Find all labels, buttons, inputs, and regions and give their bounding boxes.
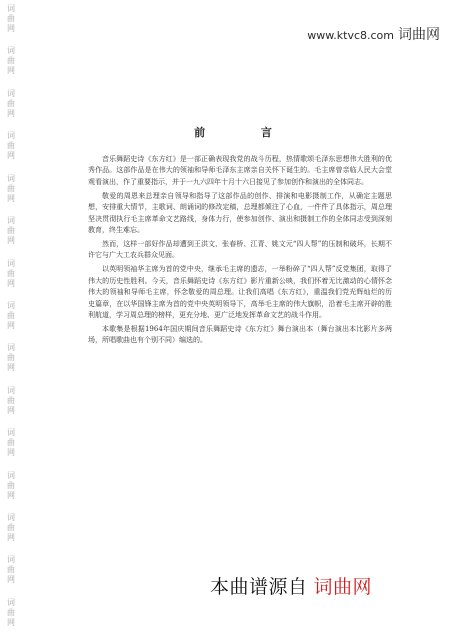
- margin-watermark: 词 曲 网: [7, 385, 15, 415]
- site-url: www.ktvc8.com: [307, 29, 394, 42]
- margin-watermark: 词 曲 网: [7, 300, 15, 330]
- left-margin-watermarks: [3, 0, 19, 632]
- page-title: 前 言: [194, 126, 298, 139]
- margin-watermark: 词 曲 网: [7, 4, 15, 33]
- paragraph: 以英明领袖华主席为首的党中央，继承毛主席的遗志，一举粉碎了“四人帮”反党集团，取得了伟大的历史性胜利。今天，音乐舞蹈史诗《东方红》影片重新公映，我们怀着无比激动的心情怀念伟大的领袖和导师毛主席，怀念敬爱的周总理。让我们高唱《东方红》，重温我们党光辉灿烂的历史篇章，在以华国锋主席为首的党中央英明领导下，高举毛主席的伟大旗帜，沿着毛主席开辟的胜利航道，学习周总理的榜样，更充分地、更广泛地发挥革命文艺的战斗作用。: [88, 265, 392, 320]
- margin-watermark: 词 曲 网: [7, 216, 15, 246]
- margin-watermark: 词 曲 网: [7, 513, 15, 543]
- margin-watermark: 词 曲 网: [7, 88, 15, 118]
- footer-watermark: [210, 572, 372, 599]
- footer-prefix: 本曲谱源自: [210, 576, 308, 598]
- margin-watermark: 词 曲 网: [7, 555, 15, 585]
- paragraph: 本歌集是根据1964年国庆期间音乐舞蹈史诗《东方红》舞台演出本（舞台演出本比影片多两场，所唱歌曲也有个别不同）编选的。: [88, 325, 392, 345]
- margin-watermark: 词 曲 网: [7, 428, 15, 458]
- paragraph: 然而，这样一部好作品却遭到王洪文、张春桥、江青、姚文元“四人帮”的压制和破坏，长期不许它与广大工农兵群众见面。: [88, 240, 392, 260]
- margin-watermark: 词 曲 网: [7, 131, 15, 161]
- margin-watermark: 词 曲 网: [7, 173, 15, 203]
- margin-watermark: 词 曲 网: [7, 258, 15, 288]
- paragraph: 音乐舞蹈史诗《东方红》是一部正确表现我党的战斗历程，热情歌颂毛泽东思想伟大胜利的优秀作品。这部作品是在伟大的领袖和导师毛泽东主席亲自关怀下诞生的。毛主席曾亲临人民大会堂观看演出，作了重要指示，并于一九六四年十月十六日接见了参加创作和演出的全体同志。: [88, 155, 392, 186]
- preface-text: [88, 154, 392, 349]
- margin-watermark: 词 曲 网: [7, 343, 15, 373]
- margin-watermark: 词 曲 网: [7, 46, 15, 76]
- margin-watermark: 词 曲 网: [7, 470, 15, 500]
- margin-watermark: 词 曲 网: [7, 597, 15, 627]
- site-name: 词曲网: [398, 27, 440, 43]
- header-watermark: [307, 24, 440, 44]
- footer-site-name: 词曲网: [313, 576, 373, 598]
- paragraph: 敬爱的周恩来总理亲自领导和指导了这部作品的创作、排演和电影摄制工作，从确定主题思想，安排重大情节，主歌词、朗诵词的修改定稿，总理都倾注了心血，一件件了具体指示，周总理坚决贯彻执行毛主席革命文艺路线，身体力行，使参加创作、演出和摄制工作的全体同志受到深刻教育，终生难忘。: [88, 191, 392, 235]
